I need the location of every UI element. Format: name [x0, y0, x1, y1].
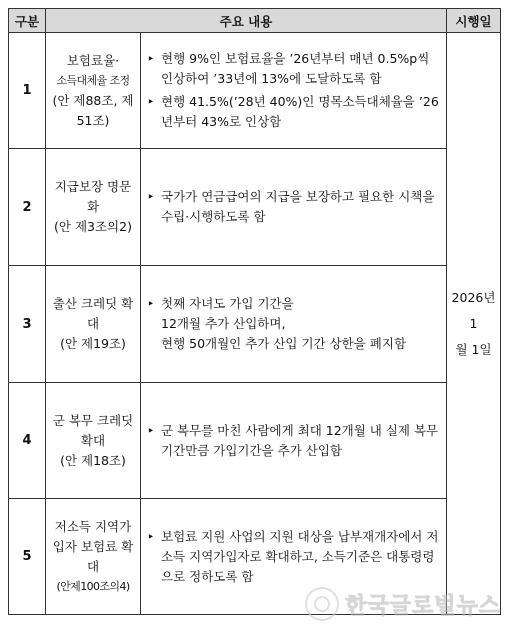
item-line: 입자 보험료 확	[52, 538, 134, 554]
bullet-icon: ‣	[147, 189, 155, 204]
content-text: 현행 41.5%(’28년 40%)인 명목소득대체율을 ’26년부터 43%로 인상함	[161, 94, 439, 129]
date-line: 월 1일	[455, 341, 492, 357]
content-text: 현행 9%인 보험료율을 ’26년부터 매년 0.5%p씩 인상하여 ’33년에 13%에 도달하도록 함	[161, 51, 430, 86]
item-line: 군 복무 크레딧	[52, 412, 134, 428]
content-text: 군 복무를 마친 사람에게 최대 12개월 내 실제 복무기간만큼 가입기간을 추가 산입함	[161, 422, 439, 458]
item-line: (안 제19조)	[60, 336, 126, 351]
content-bullet	[147, 187, 440, 227]
item-line: 출산 크레딧 확	[52, 296, 134, 311]
row-item	[46, 499, 141, 615]
row-content	[141, 149, 447, 266]
table-row	[9, 383, 501, 499]
table-row	[9, 33, 501, 149]
header-no: 구분	[9, 9, 46, 33]
item-line: 대	[86, 558, 100, 574]
item-line: (안제100조의4)	[56, 579, 130, 593]
content-line	[147, 334, 440, 354]
item-line: (안 제88조, 제	[52, 92, 134, 108]
row-number: 1	[9, 33, 46, 149]
date-line: 2026년 1	[451, 289, 496, 331]
content-bullet	[147, 49, 440, 89]
content-text: 국가가 연금급여의 지급을 보장하고 필요한 시책을 수립·시행하도록 함	[161, 189, 435, 224]
item-line: 대	[86, 316, 100, 331]
bullet-icon: ‣	[147, 422, 155, 438]
header-row	[9, 9, 501, 33]
header-date: 시행일	[447, 9, 501, 33]
header-content: 주요 내용	[46, 9, 447, 33]
row-content	[141, 266, 447, 383]
item-line: 소득대체율 조정	[56, 73, 130, 87]
bullet-icon: ‣	[147, 296, 155, 311]
item-line: (안 제18조)	[60, 452, 126, 468]
bullet-icon: ‣	[147, 51, 155, 66]
item-line: 지급보장 명문	[54, 179, 132, 194]
bullet-icon: ‣	[147, 94, 155, 109]
content-bullet	[147, 92, 440, 132]
content-text: 현행 50개월인 추가 산입 기간 상한을 폐지함	[161, 336, 407, 351]
item-line: (안 제3조의2)	[54, 219, 132, 234]
watermark	[305, 587, 501, 621]
item-line: 화	[86, 199, 100, 214]
content-line	[147, 314, 440, 334]
content-text: 보험료 지원 사업의 지원 대상을 납부재개자에서 저소득 지역가입자로 확대하고, 소득기준은 대통령령으로 정하도록 함	[161, 528, 439, 584]
row-number: 4	[9, 383, 46, 499]
watermark-logo-icon	[305, 587, 339, 621]
item-line: 보험료율·	[66, 52, 120, 68]
item-line: 확대	[80, 432, 106, 448]
bullet-icon: ‣	[147, 528, 155, 544]
row-content	[141, 33, 447, 149]
content-bullet	[147, 527, 440, 587]
content-text: 12개월 추가 산입하며,	[161, 316, 286, 331]
table-row	[9, 149, 501, 266]
row-item	[46, 383, 141, 499]
row-item	[46, 33, 141, 149]
item-line: 51조)	[76, 112, 110, 128]
table-row	[9, 266, 501, 383]
row-number: 2	[9, 149, 46, 266]
item-line: 저소득 지역가	[54, 518, 132, 534]
content-text: 첫째 자녀도 가입 기간을	[161, 296, 294, 311]
row-number: 3	[9, 266, 46, 383]
row-content	[141, 383, 447, 499]
effective-date	[447, 33, 501, 615]
content-bullet	[147, 421, 440, 461]
row-item	[46, 266, 141, 383]
watermark-text: 한국글로벌뉴스	[345, 593, 501, 619]
row-item	[46, 149, 141, 266]
content-bullet	[147, 294, 440, 314]
row-number: 5	[9, 499, 46, 615]
reform-table	[8, 8, 501, 615]
